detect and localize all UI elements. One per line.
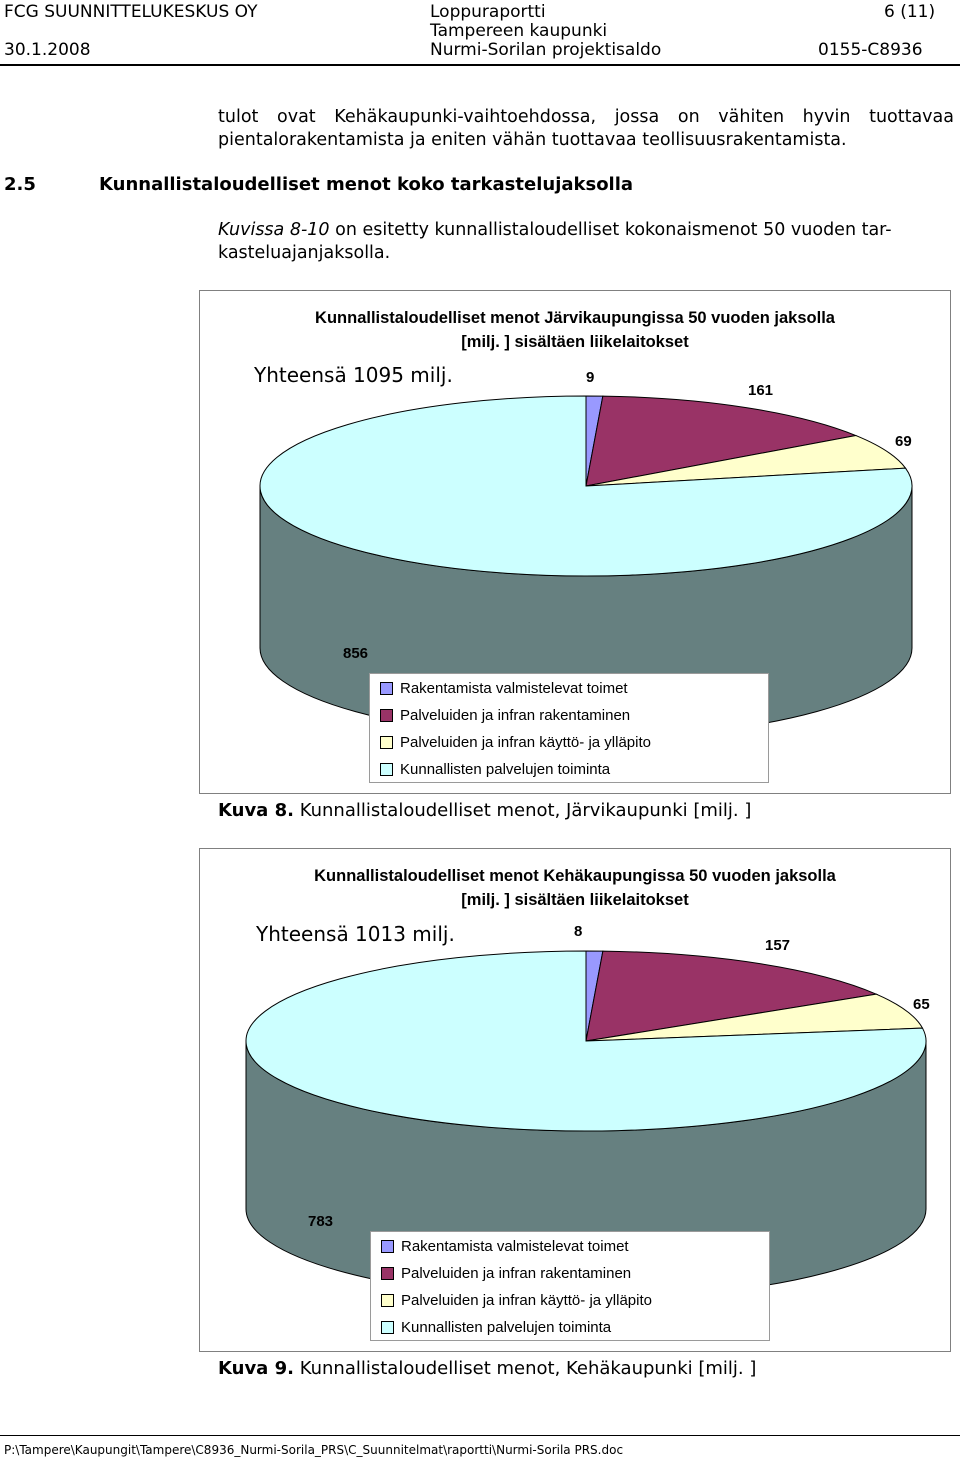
section-text-rest: on esitetty kunnallistaloudelliset kokonaismenot 50 vuoden tar- bbox=[329, 220, 892, 240]
chart-2-legend-item-3 bbox=[381, 1291, 652, 1309]
chart-1-title-line-2: [milj. ] sisältäen liikelaitokset bbox=[461, 333, 689, 351]
chart-1-title-line-1: Kunnallistaloudelliset menot Järvikaupungissa 50 vuoden jaksolla bbox=[315, 309, 835, 327]
chart-2-legend-item-2 bbox=[381, 1264, 631, 1282]
header-project: Nurmi-Sorilan projektisaldo bbox=[430, 40, 662, 60]
legend-label: Rakentamista valmistelevat toimet bbox=[400, 679, 628, 697]
header-page-number: 6 (11) bbox=[884, 2, 936, 22]
chart-2-total: Yhteensä 1013 milj. bbox=[256, 922, 455, 946]
chart-1-legend-item-1 bbox=[380, 679, 628, 697]
header-date: 30.1.2008 bbox=[4, 40, 91, 60]
figure-8-label: Kuva 8. bbox=[218, 800, 294, 821]
legend-swatch bbox=[380, 736, 393, 749]
chart-2-label-4: 783 bbox=[308, 1213, 334, 1230]
header-company: FCG SUUNNITTELUKESKUS OY bbox=[4, 2, 258, 22]
section-text-italic: Kuvissa 8-10 bbox=[218, 220, 330, 240]
legend-swatch bbox=[381, 1321, 394, 1334]
intro-line-2: pientalorakentamista ja eniten vähän tuottavaa teollisuusrakentamista. bbox=[218, 130, 847, 150]
chart-1-legend bbox=[369, 673, 769, 783]
legend-label: Palveluiden ja infran käyttö- ja ylläpito bbox=[401, 1291, 652, 1309]
figure-9-label: Kuva 9. bbox=[218, 1358, 294, 1379]
section-text-line-2: kasteluajanjaksolla. bbox=[218, 243, 391, 263]
section-number: 2.5 bbox=[4, 174, 36, 195]
legend-swatch bbox=[380, 682, 393, 695]
chart-2-legend-item-1 bbox=[381, 1237, 629, 1255]
chart-2-title-line-1: Kunnallistaloudelliset menot Kehäkaupungissa 50 vuoden jaksolla bbox=[314, 867, 836, 885]
figure-8-caption bbox=[218, 800, 751, 821]
legend-swatch bbox=[381, 1267, 394, 1280]
header-rule bbox=[0, 64, 960, 66]
header-doc-type: Loppuraportti bbox=[430, 2, 546, 22]
legend-swatch bbox=[380, 709, 393, 722]
legend-swatch bbox=[381, 1240, 394, 1253]
chart-1-legend-item-4 bbox=[380, 760, 610, 778]
header-doc-code: 0155-C8936 bbox=[818, 40, 923, 60]
legend-label: Rakentamista valmistelevat toimet bbox=[401, 1237, 629, 1255]
chart-1-label-3: 69 bbox=[895, 433, 912, 450]
header-client: Tampereen kaupunki bbox=[430, 21, 608, 41]
intro-line-1: tulot ovat Kehäkaupunki-vaihtoehdossa, jossa on vähiten hyvin tuottavaa bbox=[218, 107, 954, 127]
chart-2-label-1: 8 bbox=[574, 923, 583, 940]
figure-8-text: Kunnallistaloudelliset menot, Järvikaupunki [milj. ] bbox=[293, 800, 752, 821]
chart-1-label-2: 161 bbox=[748, 382, 774, 399]
chart-2-frame bbox=[199, 848, 951, 1352]
footer-rule bbox=[0, 1435, 960, 1436]
section-text-line-1 bbox=[218, 219, 892, 242]
chart-2-legend bbox=[370, 1231, 770, 1341]
legend-label: Kunnallisten palvelujen toiminta bbox=[401, 1318, 612, 1336]
figure-9-text: Kunnallistaloudelliset menot, Kehäkaupunki [milj. ] bbox=[293, 1358, 757, 1379]
chart-1-label-1: 9 bbox=[586, 369, 595, 386]
legend-swatch bbox=[381, 1294, 394, 1307]
legend-label: Kunnallisten palvelujen toiminta bbox=[400, 760, 611, 778]
chart-2-legend-item-4 bbox=[381, 1318, 611, 1336]
legend-swatch bbox=[380, 763, 393, 776]
chart-2-label-2: 157 bbox=[765, 937, 791, 954]
chart-2-label-3: 65 bbox=[913, 996, 930, 1013]
figure-9-caption bbox=[218, 1358, 756, 1379]
chart-2-title-line-2: [milj. ] sisältäen liikelaitokset bbox=[461, 891, 689, 909]
footer-file-path: P:\Tampere\Kaupungit\Tampere\C8936_Nurmi-Sorila_PRS\C_Suunnitelmat\raportti\Nurmi-Sorila PRS.doc bbox=[4, 1443, 624, 1457]
legend-label: Palveluiden ja infran käyttö- ja ylläpito bbox=[400, 733, 651, 751]
chart-1-total: Yhteensä 1095 milj. bbox=[254, 363, 453, 387]
chart-1-legend-item-2 bbox=[380, 706, 630, 724]
legend-label: Palveluiden ja infran rakentaminen bbox=[401, 1264, 632, 1282]
legend-label: Palveluiden ja infran rakentaminen bbox=[400, 706, 631, 724]
chart-1-label-4: 856 bbox=[343, 645, 369, 662]
chart-1-frame bbox=[199, 290, 951, 794]
chart-1-legend-item-3 bbox=[380, 733, 651, 751]
section-title: Kunnallistaloudelliset menot koko tarkastelujaksolla bbox=[99, 174, 634, 195]
